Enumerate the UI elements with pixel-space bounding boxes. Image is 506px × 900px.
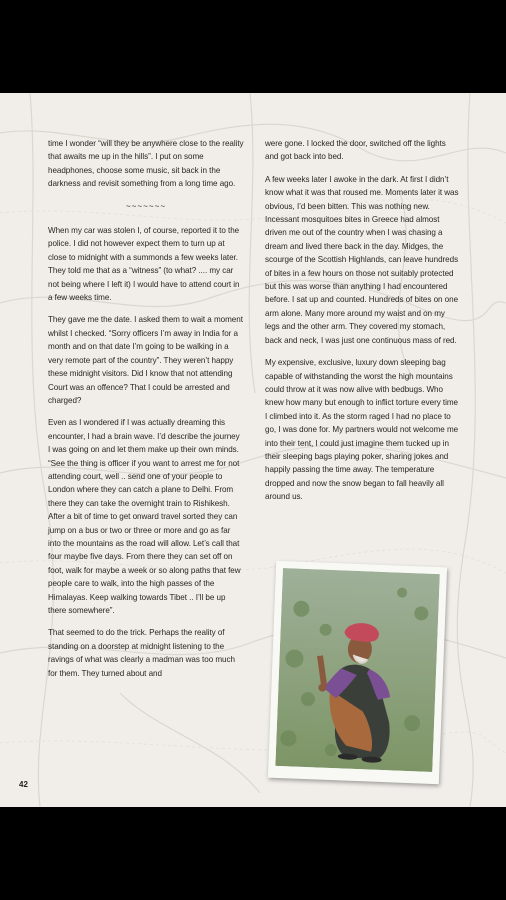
photo-frame	[268, 561, 447, 784]
section-separator: ~~~~~~~	[125, 201, 167, 211]
right-paragraph-1: were gone. I locked the door, switched off the lights and got back into bed.	[265, 139, 446, 162]
left-text-column	[48, 137, 244, 689]
bottom-black-bar	[0, 807, 506, 900]
left-paragraph-1: time I wonder “will they be anywhere close to the reality that awaits me up in the hills”. I put on some headphones, choose some music, sit back in the darkness and revisit something from a long time ago.	[48, 139, 244, 189]
top-black-bar	[0, 0, 506, 93]
right-paragraph-2: A few weeks later I awoke in the dark. At first I didn’t know what it was that roused me. Moments later it was obvious, I’d been bitten. This was nothing new. Incessant mosquitoes bites in Greece had almost driven me out of the country when I was chasing a dream and lived there back in the day. Midges, the scourge of the Scottish Highlands, can leave hundreds of bites in a few hours on those not suitably protected but this was worse than anything I had encountered before. I sat up and counted. Hundreds of bites on one arm alone. Many more around my waist and on my legs and the other arm. They covered my stomach, back and neck, I was just one continuous mass of red.	[265, 174, 459, 345]
left-paragraph-2: When my car was stolen I, of course, reported it to the police. I did not however expect them to turn up at close to midnight with a summonds a few weeks later. They told me that as a “witness” (to what? .... my car not being where I left it) I would have to attend court in a few weeks time.	[48, 226, 240, 303]
magazine-page	[0, 93, 506, 807]
left-paragraph-3: They gave me the date. I asked them to wait a moment whilst I checked. “Sorry officers I’m away in India for a month and on that date I’m going to be walking in a very remote part of the country”. They weren’t happy these midnight visitors. Did I know that not attending Court was an offence? That I could be arrested and charged?	[48, 315, 243, 405]
right-text-column	[265, 137, 461, 513]
page-number: 42	[19, 780, 28, 789]
left-paragraph-4: Even as I wondered if I was actually dreaming this encounter, I had a brain wave. I’d describe the journey I was going on and let them make up their own minds. “See the thing is officer if you want to arrest me for not attending court, well .. send one of your people to London where they can catch a plane to Delhi. From there they can take the overnight train to Rishikesh. After a bit of time to get onward travel sorted they can jump on a bus or two or three or more and go as far into the mountains as the road will allow. Let’s call that four maybe five days. From there they can set off on foot, walk for maybe a week or so along paths that few people care to walk, into the high passes of the Himalayas. Keep walking towards Tibet .. I’ll be up there somewhere”.	[48, 418, 241, 615]
left-paragraph-5: That seemed to do the trick. Perhaps the reality of standing on a doorstep at midnight listening to the ravings of what was clearly a madman was too much for them. They turned about and	[48, 628, 235, 678]
right-paragraph-3: My expensive, exclusive, luxury down sleeping bag capable of withstanding the worst the high mountains could throw at it was now alive with bedbugs. Who knew how many but enough to inflict torture every time I climbed into it. As the storm raged I had no place to go, I was done for. My partners would not welcome me into their tent, I could just imagine them tucked up in their sleeping bags playing poker, sharing jokes and happily passing the time away. The temperature dropped and now the snow began to fall heavily all around us.	[265, 358, 459, 502]
photo-man-crouching-icon	[275, 568, 439, 772]
